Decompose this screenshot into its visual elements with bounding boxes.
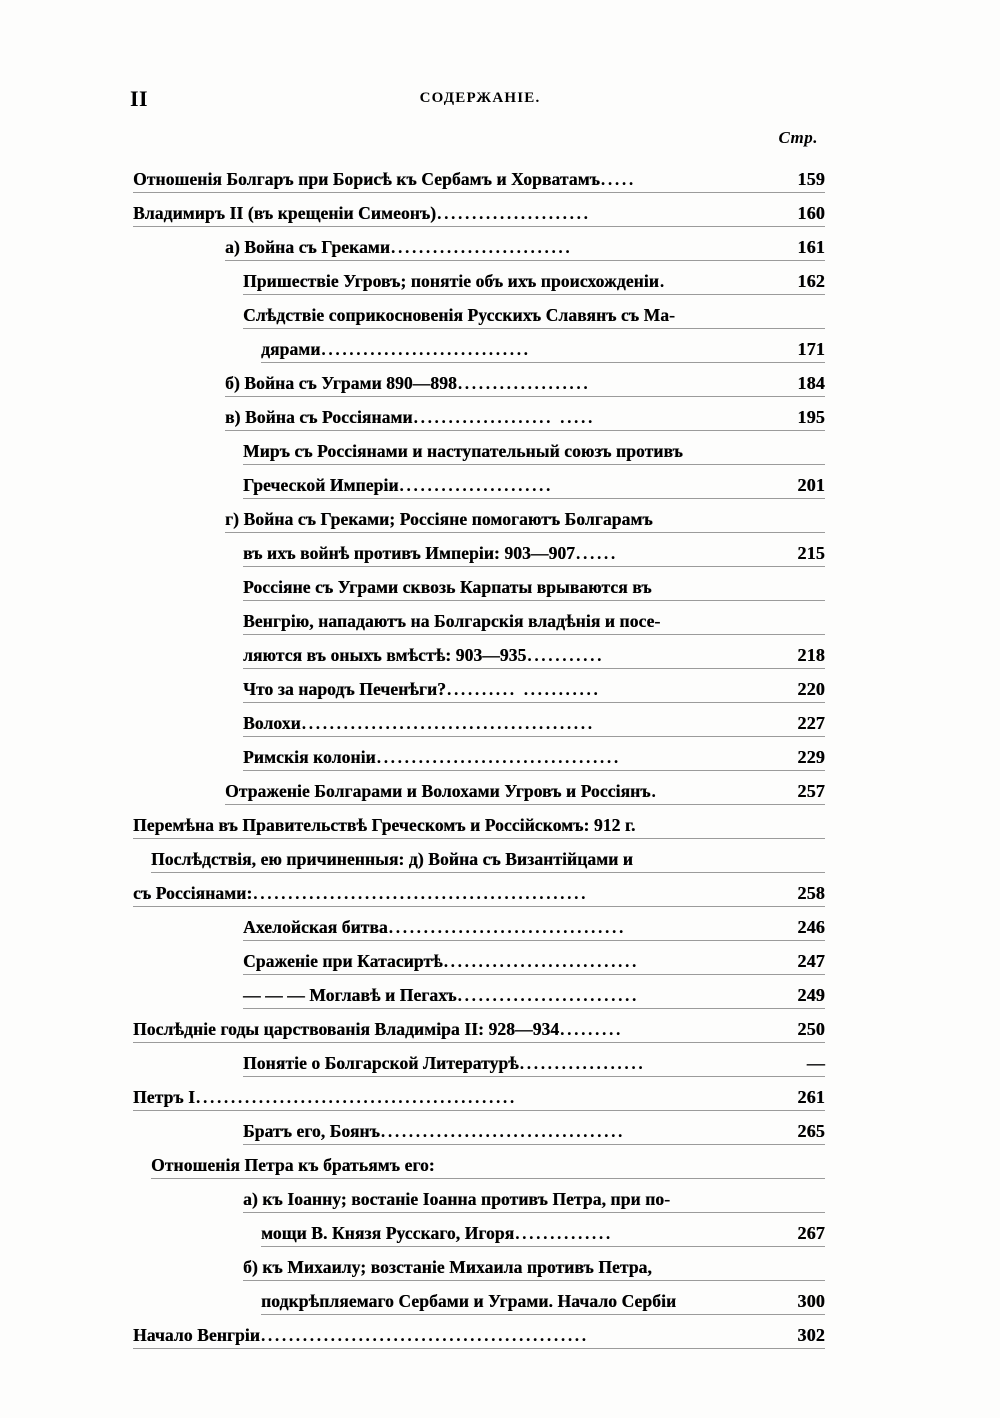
- toc-entry-label: Греческой Имперіи: [243, 475, 399, 495]
- toc-row[interactable]: [133, 263, 825, 297]
- toc-entry-label: б) Война съ Уграми 890—898: [225, 373, 457, 393]
- toc-entry[interactable]: [243, 747, 825, 773]
- toc-entry-label: в) Война съ Россіянами: [225, 407, 413, 427]
- toc-page-number[interactable]: 300: [797, 1291, 825, 1311]
- toc-entry-label: Миръ съ Россіянами и наступательный союзъ противъ: [243, 441, 683, 461]
- toc-entry[interactable]: [243, 577, 825, 603]
- toc-entry-label: б) къ Михаилу; возстаніе Михаила противъ Петра,: [243, 1257, 652, 1277]
- toc-page-number[interactable]: 265: [797, 1121, 825, 1141]
- toc-row[interactable]: [133, 569, 825, 603]
- toc-entry[interactable]: [133, 1325, 825, 1351]
- toc-row[interactable]: [133, 161, 825, 195]
- toc-page-number[interactable]: —: [806, 1053, 825, 1073]
- toc-row[interactable]: [133, 1079, 825, 1113]
- toc-entry[interactable]: [243, 441, 825, 467]
- toc-entry[interactable]: [133, 1087, 825, 1113]
- toc-entry[interactable]: [243, 679, 825, 705]
- toc-row[interactable]: [133, 1215, 825, 1249]
- toc-page-number[interactable]: 195: [797, 407, 825, 427]
- toc-entry[interactable]: [243, 475, 825, 501]
- toc-entry-label: Петръ I: [133, 1087, 196, 1107]
- toc-entry-label: Отношенія Болгаръ при Борисѣ къ Сербамъ и Хорватамъ: [133, 169, 600, 189]
- toc-page-number[interactable]: 250: [797, 1019, 825, 1039]
- toc-page-number[interactable]: 218: [797, 645, 825, 665]
- toc-row[interactable]: [133, 1011, 825, 1045]
- toc-row[interactable]: [133, 739, 825, 773]
- page-folio-number: II: [130, 86, 149, 111]
- toc-leader-dots: ......................: [437, 203, 591, 223]
- toc-entry[interactable]: [225, 407, 825, 433]
- toc-entry[interactable]: [261, 339, 825, 365]
- toc-page-number[interactable]: 258: [797, 883, 825, 903]
- toc-leader-dots: ..........................: [457, 985, 639, 1005]
- toc-entry[interactable]: [243, 611, 825, 637]
- toc-page-number[interactable]: 171: [797, 339, 825, 359]
- toc-row[interactable]: [133, 807, 825, 841]
- toc-entry[interactable]: [243, 917, 825, 943]
- toc-entry-label: Понятіе о Болгарской Литературѣ: [243, 1053, 519, 1073]
- toc-entry-label: а) Война съ Греками: [225, 237, 391, 257]
- toc-page-number[interactable]: 257: [797, 781, 825, 801]
- toc-page-number[interactable]: 162: [797, 271, 825, 291]
- toc-leader-dots: .: [659, 271, 667, 291]
- toc-row[interactable]: [133, 943, 825, 977]
- toc-row[interactable]: [133, 637, 825, 671]
- toc-entry-label: Братъ его, Боянъ: [243, 1121, 380, 1141]
- toc-page-number[interactable]: 267: [797, 1223, 825, 1243]
- toc-entry[interactable]: [133, 883, 825, 909]
- toc-entry[interactable]: [225, 781, 825, 807]
- toc-entry[interactable]: [243, 1053, 825, 1079]
- toc-page-number[interactable]: 229: [797, 747, 825, 767]
- toc-page-number[interactable]: 201: [797, 475, 825, 495]
- toc-leader-dots: ...........: [527, 645, 605, 665]
- toc-entry[interactable]: [243, 543, 825, 569]
- toc-entry[interactable]: [225, 509, 825, 535]
- toc-row[interactable]: [133, 603, 825, 637]
- toc-entry-label: Слѣдствіе соприкосновенія Русскихъ Славянъ съ Ма-: [243, 305, 675, 325]
- toc-row[interactable]: [133, 1045, 825, 1079]
- toc-row[interactable]: [133, 297, 825, 331]
- toc-entry-label: а) къ Іоанну; востаніе Іоанна противъ Петра, при по-: [243, 1189, 671, 1209]
- toc-entry-label: Отношенія Петра къ братьямъ его:: [151, 1155, 435, 1175]
- toc-row[interactable]: [133, 773, 825, 807]
- toc-leader-dots: ..............: [515, 1223, 613, 1243]
- toc-row[interactable]: [133, 1283, 825, 1317]
- toc-leader-dots: .: [651, 781, 659, 801]
- toc-row[interactable]: [133, 195, 825, 229]
- toc-leader-dots: ...................................: [376, 747, 621, 767]
- toc-leader-dots: ..........................: [391, 237, 573, 257]
- toc-entry-label: дярами: [261, 339, 321, 359]
- toc-entry[interactable]: [261, 1223, 825, 1249]
- toc-row[interactable]: [133, 365, 825, 399]
- toc-entry[interactable]: [243, 1189, 825, 1215]
- toc-entry-label: въ ихъ войнѣ противъ Имперіи: 903—907: [243, 543, 576, 563]
- toc-page-number[interactable]: 261: [797, 1087, 825, 1107]
- toc-row[interactable]: [133, 229, 825, 263]
- toc-page-number[interactable]: 215: [797, 543, 825, 563]
- toc-entry[interactable]: [225, 373, 825, 399]
- toc-entry[interactable]: [243, 645, 825, 671]
- toc-entry[interactable]: [243, 1257, 825, 1283]
- toc-entry-label: Начало Венгріи: [133, 1325, 260, 1345]
- toc-leader-dots: ......: [576, 543, 618, 563]
- toc-entry-label: Ахелойская битва: [243, 917, 388, 937]
- toc-entry[interactable]: [133, 203, 825, 229]
- toc-row[interactable]: [133, 705, 825, 739]
- toc-page-number[interactable]: 220: [797, 679, 825, 699]
- toc-entry-label: Сраженіе при Катасиртѣ: [243, 951, 443, 971]
- toc-entry[interactable]: [243, 271, 825, 297]
- toc-leader-dots: ...................: [457, 373, 591, 393]
- toc-page-number[interactable]: 249: [797, 985, 825, 1005]
- toc-entry-label: Отраженіе Болгарами и Волохами Угровъ и Россіянъ: [225, 781, 651, 801]
- toc-leader-dots: .................... .....: [413, 407, 595, 427]
- toc-entry-label: мощи В. Князя Русскаго, Игоря: [261, 1223, 515, 1243]
- toc-leader-dots: ..................................: [388, 917, 626, 937]
- toc-row[interactable]: [133, 501, 825, 535]
- toc-entry-label: Владимиръ II (въ крещеніи Симеонъ): [133, 203, 437, 223]
- toc-row[interactable]: [133, 875, 825, 909]
- toc-entry[interactable]: [151, 1155, 825, 1181]
- toc-leader-dots: ..........................................: [301, 713, 595, 733]
- toc-entry-label: Послѣдніе годы царствованія Владиміра II: 928—934: [133, 1019, 560, 1039]
- toc-leader-dots: ......................: [399, 475, 553, 495]
- toc-leader-dots: ..................: [519, 1053, 646, 1073]
- toc-page-number[interactable]: 160: [797, 203, 825, 223]
- toc-leader-dots: .....: [600, 169, 636, 189]
- toc-row[interactable]: [133, 1249, 825, 1283]
- toc-row[interactable]: [133, 671, 825, 705]
- toc-row[interactable]: [133, 1317, 825, 1351]
- toc-entry[interactable]: [243, 713, 825, 739]
- toc-entry[interactable]: [133, 1019, 825, 1045]
- toc-page-number[interactable]: 184: [797, 373, 825, 393]
- toc-entry-label: Что за народъ Печенѣги?: [243, 679, 446, 699]
- toc-row[interactable]: [133, 1147, 825, 1181]
- toc-entry[interactable]: [261, 1291, 825, 1317]
- running-head: [130, 86, 830, 112]
- toc-leader-dots: .......... ...........: [446, 679, 601, 699]
- toc-entry[interactable]: [151, 849, 825, 875]
- toc-entry-label: съ Россіянами:: [133, 883, 253, 903]
- toc-row[interactable]: [133, 1181, 825, 1215]
- toc-leader-dots: ...................................: [380, 1121, 626, 1141]
- toc-leader-dots: ............................: [443, 951, 639, 971]
- toc-leader-dots: ...............................................: [260, 1325, 589, 1345]
- toc-leader-dots: ..............................: [321, 339, 531, 359]
- toc-page-number[interactable]: 302: [797, 1325, 825, 1345]
- toc-row[interactable]: [133, 331, 825, 365]
- toc-entry-label: Римскія колоніи: [243, 747, 376, 767]
- toc-entry[interactable]: [243, 951, 825, 977]
- toc-row[interactable]: [133, 467, 825, 501]
- toc-leader-dots: ..............................................: [196, 1087, 517, 1107]
- toc-row[interactable]: [133, 535, 825, 569]
- toc-row[interactable]: [133, 977, 825, 1011]
- toc-entry-label: г) Война съ Греками; Россіяне помогаютъ Болгарамъ: [225, 509, 653, 529]
- toc-entry-label: — — — Моглавѣ и Пегахъ: [243, 985, 457, 1005]
- toc-entry-label: Волохи: [243, 713, 301, 733]
- toc-entry-label: Венгрію, нападаютъ на Болгарскія владѣнія и посе-: [243, 611, 661, 631]
- toc-row[interactable]: [133, 909, 825, 943]
- toc-entry[interactable]: [243, 985, 825, 1011]
- toc-leader-dots: .........: [560, 1019, 623, 1039]
- toc-entry[interactable]: [133, 815, 825, 841]
- toc-entry-label: подкрѣпляемаго Сербами и Уграми. Начало Сербіи: [261, 1291, 677, 1311]
- toc-page-number[interactable]: 227: [797, 713, 825, 733]
- toc-entry-label: Послѣдствія, ею причиненныя: д) Война съ Византійцами и: [151, 849, 633, 869]
- toc-page-number[interactable]: 159: [797, 169, 825, 189]
- toc-page-number[interactable]: 246: [797, 917, 825, 937]
- toc-entry-label: ляются въ оныхъ вмѣстѣ: 903—935: [243, 645, 527, 665]
- toc-row[interactable]: [133, 433, 825, 467]
- toc-leader-dots: ................................................: [253, 883, 589, 903]
- toc-page-number[interactable]: 161: [797, 237, 825, 257]
- toc-page-number[interactable]: 247: [797, 951, 825, 971]
- toc-row[interactable]: [133, 841, 825, 875]
- toc-entry-label: Пришествіе Угровъ; понятіе объ ихъ происхожденіи: [243, 271, 659, 291]
- toc-entry-label: Россіяне съ Уграми сквозь Карпаты врываются въ: [243, 577, 652, 597]
- toc-entry[interactable]: [225, 237, 825, 263]
- toc-entry[interactable]: [243, 1121, 825, 1147]
- toc-row[interactable]: [133, 1113, 825, 1147]
- toc-row[interactable]: [133, 399, 825, 433]
- page-column-caption: Стр.: [778, 128, 818, 147]
- toc-entry[interactable]: [133, 169, 825, 195]
- table-of-contents: [133, 161, 825, 1351]
- toc-entry[interactable]: [243, 305, 825, 331]
- running-head-title: СОДЕРЖАНІЕ.: [419, 90, 541, 106]
- toc-entry-label: Перемѣна въ Правительствѣ Греческомъ и Россійскомъ: 912 г.: [133, 815, 636, 835]
